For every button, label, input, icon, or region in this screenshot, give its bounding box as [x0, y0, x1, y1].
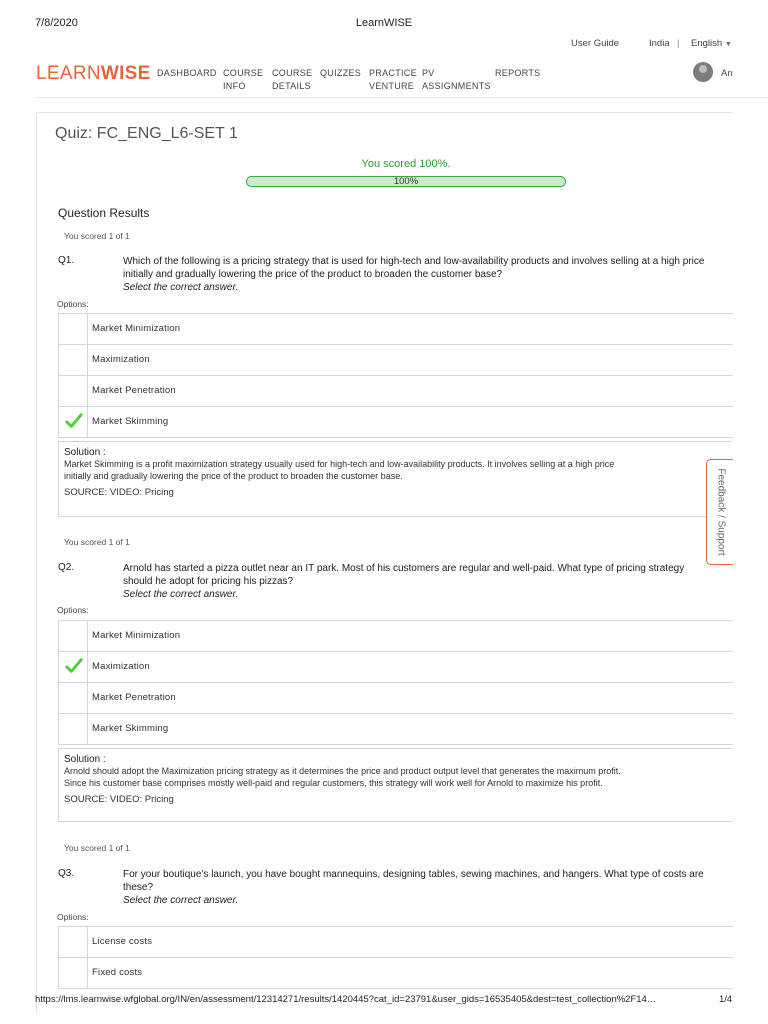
- option-mark: [59, 345, 88, 375]
- header-divider: [36, 97, 768, 98]
- option-label: Fixed costs: [92, 967, 143, 978]
- nav-pv-assignments[interactable]: [422, 67, 491, 92]
- nav-label: PV: [422, 68, 435, 78]
- language-label: English: [691, 38, 723, 49]
- question-number: Q2.: [58, 562, 75, 573]
- solution-line: Market Skimming is a profit maximization strategy usually used for high-tech and low-availability products. It involves selling at a high price: [64, 459, 615, 469]
- question-text: [123, 255, 708, 294]
- option-label: Market Minimization: [92, 323, 181, 334]
- score-text: You scored 100%.: [361, 158, 451, 170]
- user-guide-link[interactable]: User Guide: [571, 38, 620, 49]
- nav-label: DETAILS: [272, 80, 311, 91]
- solution-source: SOURCE: VIDEO: Pricing: [64, 487, 174, 498]
- nav-label: REPORTS: [495, 68, 541, 78]
- logo-light-text: LEARN: [36, 63, 101, 84]
- question-body: Which of the following is a pricing strategy that is used for high-tech and low-availability products and involves selling at a high price initially and gradually lowering the price of the product to broaden the customer base?: [123, 256, 705, 280]
- options-label: Options:: [57, 299, 89, 309]
- option-row: [59, 345, 733, 376]
- nav-reports[interactable]: [495, 67, 540, 80]
- username[interactable]: An: [721, 68, 733, 79]
- chevron-down-icon: ▼: [724, 41, 732, 48]
- question-instruction: Select the correct answer.: [123, 282, 239, 293]
- option-label: Maximization: [92, 354, 150, 365]
- solution-heading: Solution :: [64, 754, 106, 765]
- option-row: [59, 927, 733, 958]
- score-progress-bar: [246, 176, 566, 187]
- nav-label: VENTURE: [369, 80, 415, 91]
- option-mark: [59, 621, 88, 651]
- learnwise-logo[interactable]: [36, 63, 151, 85]
- print-url: https://lms.learnwise.wfglobal.org/IN/en/assessment/12314271/results/1420445?cat_id=23791&user_gids=16535405&dest=test_collection%2F14…: [35, 994, 657, 1005]
- solution-heading: Solution :: [64, 447, 106, 458]
- print-title: LearnWISE: [355, 17, 413, 29]
- options-table: [58, 313, 733, 438]
- option-row: [59, 958, 733, 988]
- question-results-heading: Question Results: [58, 206, 150, 220]
- question-text: [123, 562, 708, 601]
- nav-practice-venture[interactable]: [369, 67, 417, 92]
- question-score: You scored 1 of 1: [64, 537, 130, 547]
- solution-line: initially and gradually lowering the price of the product to broaden the customer base.: [64, 471, 403, 481]
- nav-label: COURSE: [223, 68, 264, 78]
- option-mark: [59, 714, 88, 744]
- question-body: Arnold has started a pizza outlet near an IT park. Most of his customers are regular and well-paid. What type of pricing strategy should he adopt for pricing his pizzas?: [123, 563, 685, 587]
- country-selector[interactable]: India: [649, 38, 670, 49]
- feedback-support-tab[interactable]: [706, 459, 733, 565]
- nav-label: PRACTICE: [369, 68, 417, 78]
- option-row: [59, 314, 733, 345]
- option-row: [59, 683, 733, 714]
- option-mark: [59, 927, 88, 957]
- solution-box: [58, 441, 732, 517]
- option-mark: [59, 314, 88, 344]
- option-row: [59, 376, 733, 407]
- options-label: Options:: [57, 605, 89, 615]
- logo-bold-text: WISE: [100, 63, 151, 84]
- checkmark-icon: [65, 412, 83, 430]
- option-label: Market Skimming: [92, 723, 169, 734]
- option-mark: [59, 683, 88, 713]
- option-mark: [59, 958, 88, 988]
- option-label: Market Skimming: [92, 416, 169, 427]
- nav-label: COURSE: [272, 68, 313, 78]
- option-row-correct: [59, 407, 733, 437]
- nav-label: QUIZZES: [320, 68, 362, 78]
- nav-dashboard[interactable]: [157, 67, 217, 80]
- question-score: You scored 1 of 1: [64, 231, 130, 241]
- question-instruction: Select the correct answer.: [123, 895, 239, 906]
- checkmark-icon: [65, 657, 83, 675]
- option-label: Maximization: [92, 661, 150, 672]
- question-body: For your boutique’s launch, you have bought mannequins, designing tables, sewing machines, and hangers. What type of costs are these?: [123, 869, 704, 893]
- nav-label: INFO: [223, 80, 246, 91]
- options-table: [58, 620, 733, 745]
- option-label: Market Penetration: [92, 692, 176, 703]
- nav-label: DASHBOARD: [157, 68, 217, 78]
- option-label: Market Minimization: [92, 630, 181, 641]
- option-label: Market Penetration: [92, 385, 176, 396]
- util-separator: |: [677, 38, 680, 49]
- nav-quizzes[interactable]: [320, 67, 361, 80]
- solution-source: SOURCE: VIDEO: Pricing: [64, 794, 174, 805]
- option-row: [59, 621, 733, 652]
- feedback-label: Feedback / Support: [715, 468, 727, 556]
- solution-line: Arnold should adopt the Maximization pricing strategy as it determines the price and product output level that generates the maximum profit.: [64, 766, 621, 776]
- print-page-number: 1/4: [719, 994, 733, 1005]
- solution-line: Since his customer base comprises mostly well-paid and regular customers, this strategy will work well for Arnold to maximize his profit.: [64, 778, 603, 788]
- question-score: You scored 1 of 1: [64, 843, 130, 853]
- print-date: 7/8/2020: [35, 17, 78, 29]
- question-number: Q3.: [58, 868, 75, 879]
- nav-label: ASSIGNMENTS: [422, 80, 491, 91]
- options-label: Options:: [57, 912, 89, 922]
- option-label: License costs: [92, 936, 153, 947]
- question-text: [123, 868, 708, 907]
- option-mark: [59, 407, 88, 437]
- language-selector[interactable]: [691, 38, 732, 49]
- option-mark: [59, 652, 88, 682]
- option-mark: [59, 376, 88, 406]
- nav-course-info[interactable]: [223, 67, 263, 92]
- page-title: Quiz: FC_ENG_L6-SET 1: [55, 125, 238, 142]
- option-row: [59, 714, 733, 744]
- question-instruction: Select the correct answer.: [123, 589, 239, 600]
- options-table: [58, 926, 733, 989]
- option-row-correct: [59, 652, 733, 683]
- progress-label: 100%: [393, 176, 419, 187]
- avatar[interactable]: [693, 62, 713, 82]
- nav-course-details[interactable]: [272, 67, 312, 92]
- solution-box: [58, 748, 732, 822]
- question-number: Q1.: [58, 255, 75, 266]
